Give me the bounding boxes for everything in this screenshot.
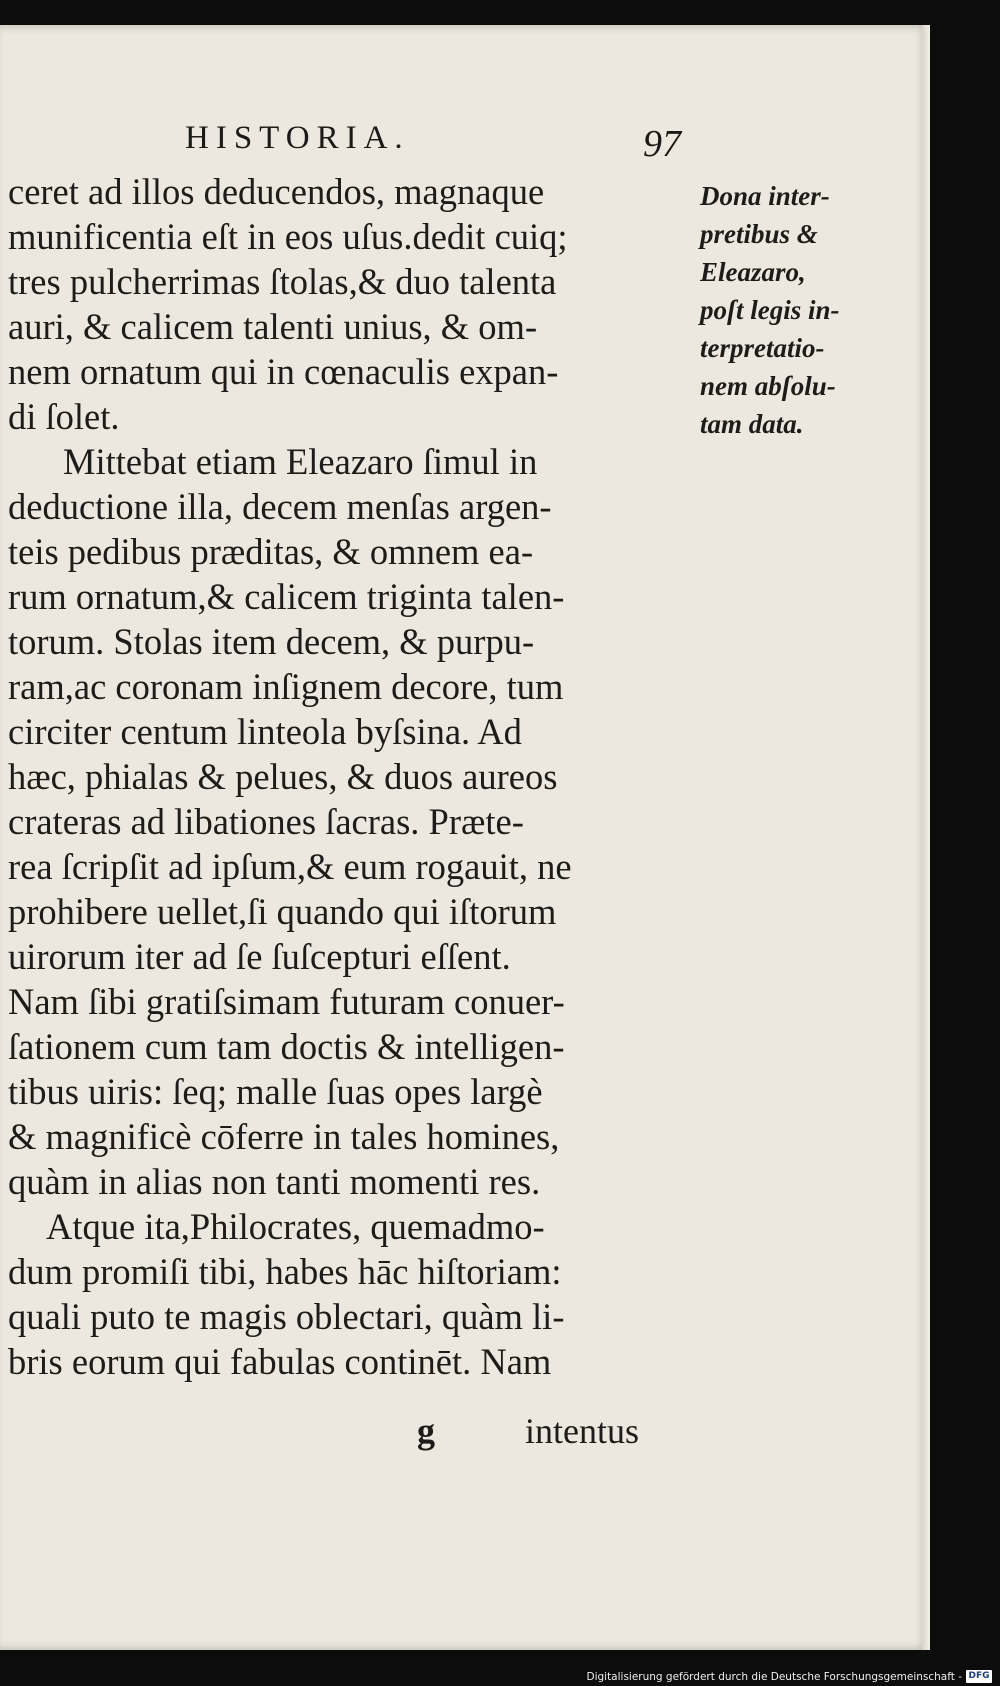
marginal-note-line: terpretatio- bbox=[700, 333, 825, 363]
text-line: dum promiſi tibi, habes hāc hiſtoriam: bbox=[8, 1251, 562, 1292]
text-line: quàm in alias non tanti momenti res. bbox=[8, 1161, 541, 1202]
marginal-note-line: poſt legis in- bbox=[700, 295, 840, 325]
book-page bbox=[0, 25, 930, 1650]
text-line: tres pulcherrimas ſtolas,& duo talenta bbox=[8, 261, 557, 302]
text-line: torum. Stolas item decem, & purpu- bbox=[8, 621, 535, 662]
page-header bbox=[0, 120, 700, 166]
text-line: deductione illa, decem menſas argen- bbox=[8, 486, 552, 527]
text-line: Atque ita,Philocrates, quemadmo- bbox=[46, 1206, 545, 1247]
page-number: 97 bbox=[643, 123, 681, 165]
signature-mark: g bbox=[417, 1411, 435, 1451]
text-line: auri, & calicem talenti unius, & om- bbox=[8, 306, 538, 347]
text-line: crateras ad libationes ſacras. Præte- bbox=[8, 801, 524, 842]
marginal-note-line: tam data. bbox=[700, 409, 804, 439]
marginal-note-line: Eleazaro, bbox=[700, 257, 806, 287]
text-line: rea ſcripſit ad ipſum,& eum rogauit, ne bbox=[8, 846, 572, 887]
text-line: teis pedibus præditas, & omnem ea- bbox=[8, 531, 534, 572]
credit-text: Digitalisierung gefördert durch die Deutsche Forschungsgemeinschaft - bbox=[586, 1670, 962, 1683]
marginal-note-line: pretibus & bbox=[700, 219, 818, 249]
text-line: ram,ac coronam inſignem decore, tum bbox=[8, 666, 564, 707]
dfg-logo: DFG bbox=[966, 1670, 992, 1683]
catchline bbox=[0, 1410, 700, 1455]
main-text bbox=[8, 169, 693, 1384]
text-line: ſationem cum tam doctis & intelligen- bbox=[8, 1026, 565, 1067]
marginal-note-line: nem abſolu- bbox=[700, 371, 836, 401]
marginal-note bbox=[700, 177, 925, 443]
text-line: quali puto te magis oblectari, quàm li- bbox=[8, 1296, 565, 1337]
text-line: hæc, phialas & pelues, & duos aureos bbox=[8, 756, 558, 797]
catchword: intentus bbox=[525, 1411, 639, 1451]
text-line: di ſolet. bbox=[8, 396, 120, 437]
text-line: circiter centum linteola byſsina. Ad bbox=[8, 711, 522, 752]
text-line: uirorum iter ad ſe ſuſcepturi eſſent. bbox=[8, 936, 511, 977]
text-line: rum ornatum,& calicem triginta talen- bbox=[8, 576, 565, 617]
text-line: & magnificè cōferre in tales homines, bbox=[8, 1116, 560, 1157]
running-title: HISTORIA. bbox=[185, 120, 410, 156]
digitization-credit bbox=[586, 1670, 992, 1683]
text-line: bris eorum qui fabulas continēt. Nam bbox=[8, 1341, 552, 1382]
marginal-note-line: Dona inter- bbox=[700, 181, 830, 211]
text-line: tibus uiris: ſeq; malle ſuas opes largè bbox=[8, 1071, 543, 1112]
text-line: Nam ſibi gratiſsimam futuram conuer- bbox=[8, 981, 565, 1022]
text-line: ceret ad illos deducendos, magnaque bbox=[8, 171, 545, 212]
text-line: nem ornatum qui in cœnaculis expan- bbox=[8, 351, 559, 392]
text-line: Mittebat etiam Eleazaro ſimul in bbox=[63, 441, 538, 482]
text-line: munificentia eſt in eos uſus.dedit cuiq; bbox=[8, 216, 568, 257]
text-line: prohibere uellet,ſi quando qui iſtorum bbox=[8, 891, 557, 932]
